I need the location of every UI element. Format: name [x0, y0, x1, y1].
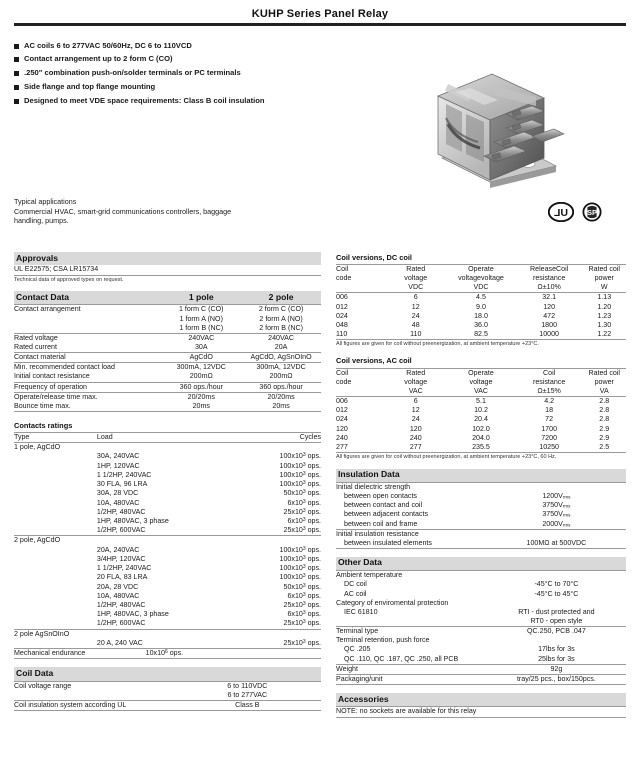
square-bullet-icon — [14, 99, 19, 104]
table-row — [336, 627, 626, 637]
accessories-table — [336, 706, 626, 717]
row-label: QC .110, QC .187, QC .250, all PCB — [336, 655, 487, 665]
cell-coil-code: 012 — [336, 406, 348, 415]
row-value: $3750V_{rms}$ — [542, 510, 571, 519]
rating-cycles: $6x10^3$ ops. — [287, 591, 321, 600]
coil-insulation-value: Class B — [174, 700, 321, 710]
insulation-resistance-label: Initial insulation resistance — [336, 529, 419, 538]
table-row — [14, 592, 321, 601]
contacts-ratings-table — [14, 432, 321, 659]
col-header-cycles: Cycles — [232, 433, 321, 443]
section-title-accessories: Accessories — [336, 693, 626, 706]
approvals-line: UL E22575; CSA LR15734 — [14, 265, 321, 275]
rating-cycles: $100x10^3$ ops. — [279, 461, 321, 470]
table-row — [336, 674, 626, 684]
table-row — [14, 546, 321, 555]
col-header-load: Load — [97, 433, 232, 443]
table-row — [14, 583, 321, 592]
ul-listed-icon — [548, 202, 574, 222]
col-header-coil-code: Coil — [336, 265, 385, 275]
table-row — [14, 526, 321, 536]
ratings-group-label: 2 pole, AgCdO — [14, 536, 61, 545]
cell-coil-code: 110 — [336, 330, 385, 340]
page-title: KUHP Series Panel Relay — [251, 8, 389, 20]
col-header-rated-power: Rated coil — [582, 368, 626, 378]
left-column — [14, 252, 321, 711]
cell-coil-code: 024 — [336, 311, 348, 320]
table-row — [14, 573, 321, 582]
table-row — [336, 539, 626, 549]
col-header-coil-resistance: ReleaseCoil — [516, 265, 583, 275]
row-label: IEC 61810 — [344, 607, 378, 616]
typical-applications — [14, 197, 314, 226]
row-label: between adjacent contacts — [344, 510, 428, 519]
rating-cycles: $6x10^3$ ops. — [287, 498, 321, 507]
table-row — [14, 382, 321, 392]
table-row — [336, 608, 626, 617]
row-label: Initial contact resistance — [14, 372, 161, 382]
dielectric-strength-label: Initial dielectric strength — [336, 482, 487, 492]
table-row — [336, 510, 626, 519]
table-row: 277 277 235.5 10250 2.5 — [336, 443, 626, 453]
rating-cycles: $25x10^3$ ops. — [232, 619, 321, 629]
row-value-2pole: 20ms — [241, 402, 321, 412]
ratings-group-label: 1 pole, AgCdO — [14, 443, 61, 452]
table-row — [14, 333, 321, 343]
rating-load: 1/2HP, 480VAC — [96, 600, 146, 609]
row-label: Bounce time max. — [14, 402, 161, 412]
ratings-group-label: 2 pole AgSnOInO — [14, 629, 70, 638]
row-value: 25lbs for 3s — [487, 655, 626, 665]
row-value-1pole: 30A — [161, 343, 241, 353]
table-row — [14, 275, 321, 283]
table-row — [336, 580, 626, 589]
row-value-1pole: 1 form A (NO) — [179, 314, 223, 323]
section-title-coil-versions-ac: Coil versions, AC coil — [336, 356, 412, 366]
table-row — [14, 324, 321, 334]
row-label: Contact arrangement — [14, 305, 161, 315]
feature-text: AC coils 6 to 277VAC 50/60Hz, DC 6 to 110VCD — [24, 40, 192, 50]
mechanical-endurance-label: Mechanical endurance — [14, 649, 97, 659]
rating-cycles: $100x10^3$ ops. — [279, 480, 321, 489]
rating-cycles: $100x10^3$ ops. — [279, 545, 321, 554]
rating-load: 30 FLA, 96 LRA — [96, 480, 148, 489]
row-value-1pole: 300mA, 12VDC — [176, 363, 226, 372]
coil-voltage-range-label: Coil voltage range — [14, 681, 174, 691]
cell-coil-code: 240 — [336, 433, 348, 442]
col-header-coil-code: Coil — [336, 368, 385, 378]
ambient-temperature-label: Ambient temperature — [336, 571, 487, 581]
row-value-2pole: 20/20ms — [267, 392, 295, 401]
row-label: between insulated elements — [336, 539, 487, 549]
rating-load: 20A, 240VAC — [96, 545, 140, 554]
row-label: Min. recommended contact load — [14, 363, 115, 372]
packaging-value: tray/25 pcs., box/150pcs. — [487, 674, 626, 684]
row-value-1pole: 360 ops./hour — [161, 382, 241, 392]
section-title-coil-versions-dc: Coil versions, DC coil — [336, 252, 412, 262]
rating-load: 10A, 480VAC — [96, 591, 140, 600]
row-value-2pole: 240VAC — [268, 333, 295, 342]
table-row — [14, 353, 321, 363]
table-row — [336, 571, 626, 581]
approvals-note: Technical data of approved types on request. — [14, 276, 124, 283]
table-row — [14, 452, 321, 461]
table-row: 012 12 9.0 120 1.20 — [336, 302, 612, 311]
col-header-operate-voltage: Operate — [446, 265, 516, 275]
table-row — [14, 639, 321, 649]
table-row — [14, 681, 321, 691]
row-label: DC coil — [344, 580, 367, 589]
table-header-row — [336, 368, 626, 378]
right-column — [336, 252, 626, 718]
packaging-label: Packaging/unit — [336, 674, 487, 684]
table-row — [336, 599, 626, 608]
row-label: Operate/release time max. — [14, 392, 98, 401]
row-value-1pole: 20/20ms — [187, 392, 215, 401]
table-row: 120 120 102.0 1700 2.9 — [336, 424, 610, 433]
cell-coil-code: 277 — [336, 443, 385, 453]
rating-load: 1/2HP, 600VAC — [97, 619, 232, 629]
row-value-2pole: 2 form A (NO) — [259, 314, 303, 323]
coil-versions-dc-table — [336, 264, 626, 340]
table-row — [14, 508, 321, 517]
rating-load: 1HP, 120VAC — [96, 461, 140, 470]
table-row — [14, 315, 321, 324]
row-label: between open contacts — [344, 492, 417, 501]
row-value-1pole: AgCdO — [161, 353, 241, 363]
table-row: 006 6 5.1 4.2 2.8 — [336, 397, 610, 406]
feature-text: Side flange and top flange mounting — [24, 82, 156, 92]
row-label: QC .205 — [344, 645, 371, 654]
rating-cycles: $100x10^3$ ops. — [279, 564, 321, 573]
svg-text:SP: SP — [586, 208, 598, 217]
list-item — [14, 42, 626, 50]
weight-label: Weight — [336, 664, 487, 674]
table-row — [14, 629, 321, 639]
table-row: 024 24 20.4 72 2.8 — [336, 415, 610, 424]
table-row — [14, 619, 321, 629]
title-rule — [14, 23, 626, 26]
rating-cycles: $25x10^3$ ops. — [232, 526, 321, 536]
table-row — [14, 443, 321, 453]
table-row: 006 6 4.5 32.1 1.13 — [336, 293, 612, 302]
rating-load: 20A, 28 VDC — [96, 582, 139, 591]
table-row — [14, 700, 321, 710]
square-bullet-icon — [14, 44, 19, 49]
row-value: -45°C to 45°C — [534, 589, 579, 598]
row-value: -45°C to 70°C — [534, 580, 579, 589]
table-row — [336, 636, 626, 645]
mechanical-endurance-value: $10x10^6$ ops. — [97, 649, 232, 659]
table-row — [336, 707, 626, 717]
rating-load: 20 FLA, 83 LRA — [96, 573, 148, 582]
other-data-table — [336, 570, 626, 685]
table-row — [14, 305, 321, 315]
coil-versions-ac-table — [336, 368, 626, 453]
table-header-row: VDC VDC Ω±10% W — [336, 283, 626, 293]
table-row — [14, 343, 321, 353]
coil-ac-note: All figures are given for coil without preenergization, at ambient temperature +23°C, 60 Hz. — [336, 454, 557, 461]
table-row — [336, 482, 626, 492]
section-title-insulation-data: Insulation Data — [336, 469, 626, 482]
rating-cycles: $25x10^3$ ops. — [283, 507, 321, 516]
cell-coil-code: 120 — [336, 424, 348, 433]
table-row — [336, 655, 626, 665]
coil-data-table — [14, 681, 321, 711]
table-row — [14, 471, 321, 480]
contact-data-col-2-pole: 2 pole — [241, 291, 321, 305]
row-value-1pole: 200mΩ — [161, 372, 241, 382]
table-row — [336, 492, 626, 501]
rating-cycles: $50x10^3$ ops. — [283, 489, 321, 498]
table-row — [336, 529, 626, 539]
row-value: RTI - dust protected and — [518, 607, 595, 616]
table-row — [14, 517, 321, 526]
row-value: 100MΩ at 500VDC — [487, 539, 626, 549]
row-value-2pole: 300mA, 12VDC — [256, 363, 306, 372]
table-row — [14, 564, 321, 573]
col-header-coil-resistance: Coil — [516, 368, 583, 378]
col-header-operate-voltage: Operate — [446, 368, 516, 378]
accessories-note: NOTE: no sockets are available for this relay — [336, 707, 626, 717]
rating-load: 1 1/2HP, 240VAC — [96, 564, 152, 573]
rating-cycles: $25x10^3$ ops. — [232, 639, 321, 649]
row-label: between contact and coil — [344, 501, 423, 510]
rating-load: 1 1/2HP, 240VAC — [96, 470, 152, 479]
table-row — [14, 363, 321, 373]
row-value: $2000V_{rms}$ — [487, 520, 626, 530]
row-value-1pole: 20ms — [161, 402, 241, 412]
rating-load: 20 A, 240 VAC — [97, 639, 232, 649]
env-protection-label: Category of enviromental protection — [336, 598, 449, 607]
table-row — [14, 392, 321, 402]
csa-certified-icon — [582, 202, 602, 222]
table-row — [14, 555, 321, 564]
row-label — [14, 315, 161, 324]
rating-load: 1/2HP, 600VAC — [97, 526, 232, 536]
terminal-type-value: QC.250, PCB .047 — [527, 627, 586, 636]
applications-line-1: Commercial HVAC, smart-grid communications controllers, baggage — [14, 206, 232, 216]
table-row — [14, 610, 321, 619]
row-value: RT0 - open style — [487, 617, 626, 627]
table-row — [14, 480, 321, 489]
applications-line-2: handling, pumps. — [14, 216, 69, 225]
row-label: Contact material — [14, 353, 161, 363]
feature-text: Designed to meet VDE space requirements: Class B coil insulation — [24, 95, 265, 105]
table-header-row: code voltage voltage resistance power — [336, 377, 614, 386]
table-row: 048 48 36.0 1800 1.30 — [336, 320, 612, 329]
rating-cycles: $50x10^3$ ops. — [283, 582, 321, 591]
weight-value: 92g — [487, 664, 626, 674]
svg-text:UL: UL — [554, 207, 568, 220]
square-bullet-icon — [14, 71, 19, 76]
table-row — [14, 265, 321, 275]
approvals-table — [14, 265, 321, 283]
contact-data-table — [14, 291, 321, 412]
feature-text: .250" combination push-on/solder terminals or PC terminals — [24, 68, 241, 78]
row-value-1pole: 1 form C (CO) — [161, 305, 241, 315]
row-label: AC coil — [344, 589, 367, 598]
cell-coil-code: 006 — [336, 293, 348, 302]
rating-cycles: $6x10^3$ ops. — [287, 516, 321, 526]
table-row: 024 24 18.0 472 1.23 — [336, 311, 612, 320]
rating-load: 1/2HP, 480VAC — [96, 507, 146, 516]
table-header-row — [336, 265, 626, 275]
col-header-rated-voltage: Rated — [385, 368, 446, 378]
table-row — [14, 462, 321, 471]
rating-cycles: $25x10^3$ ops. — [283, 600, 321, 610]
agency-marks — [548, 202, 618, 224]
coil-voltage-range-value-dc: 6 to 110VDC — [174, 681, 321, 691]
row-value-2pole: 360 ops./hour — [241, 382, 321, 392]
row-value-2pole: AgCdO, AgSnOInO — [241, 353, 321, 363]
rating-cycles: $100x10^3$ ops. — [279, 470, 321, 479]
table-row — [14, 372, 321, 382]
rating-load: 30A, 28 VDC — [96, 489, 139, 498]
row-label: Rated current — [14, 343, 161, 353]
row-value-1pole: 240VAC — [188, 333, 215, 342]
rating-cycles: $100x10^3$ ops. — [279, 573, 321, 582]
cell-coil-code: 024 — [336, 415, 348, 424]
table-row — [336, 664, 626, 674]
rating-load: 1HP, 480VAC, 3 phase — [96, 610, 169, 619]
table-row — [336, 590, 626, 599]
section-title-approvals: Approvals — [14, 252, 321, 265]
row-value-2pole: 2 form B (NC) — [241, 324, 321, 334]
section-title-contacts-ratings: Contacts ratings — [14, 420, 73, 430]
table-row — [336, 645, 626, 654]
row-label: Frequency of operation — [14, 382, 161, 392]
rating-load: 1HP, 480VAC, 3 phase — [96, 516, 169, 525]
table-row: 110 110 82.5 10000 1.22 — [336, 330, 626, 340]
table-row — [14, 691, 321, 701]
row-value: $3750V_{rms}$ — [542, 501, 571, 510]
table-header-row — [14, 433, 321, 443]
col-header-rated-power: Rated coil — [582, 265, 626, 275]
col-header-rated-voltage: Rated — [385, 265, 446, 275]
table-row — [14, 499, 321, 508]
table-header-row: VAC VAC Ω±15% VA — [336, 387, 626, 397]
cell-coil-code: 048 — [336, 320, 348, 329]
cell-coil-code: 012 — [336, 302, 348, 311]
feature-text: Contact arrangement up to 2 form C (CO) — [24, 54, 173, 64]
coil-voltage-range-value-ac: 6 to 277VAC — [174, 691, 321, 701]
terminal-retention-label: Terminal retention, push force — [336, 636, 430, 645]
coil-dc-note: All figures are given for coil without preenergization, at ambient temperature +23°C. — [336, 341, 539, 348]
insulation-data-table — [336, 482, 626, 549]
table-row — [336, 501, 626, 510]
square-bullet-icon — [14, 57, 19, 62]
row-value-2pole: 20A — [241, 343, 321, 353]
table-row — [14, 649, 321, 659]
table-row: 240 240 204.0 7200 2.9 — [336, 433, 610, 442]
table-header-row: code voltage voltagevoltage resistance power — [336, 274, 614, 283]
table-row — [14, 536, 321, 546]
terminal-type-label: Terminal type — [336, 627, 379, 636]
contact-data-col-1-pole: 1 pole — [161, 291, 241, 305]
table-header-row — [14, 291, 321, 305]
row-label — [14, 324, 161, 334]
section-title-coil-data: Coil Data — [14, 667, 321, 680]
rating-cycles: $100x10^3$ ops. — [279, 452, 321, 461]
table-row — [336, 617, 626, 627]
rating-load: 30A, 240VAC — [96, 452, 140, 461]
rating-cycles: $6x10^3$ ops. — [287, 610, 321, 619]
table-row — [14, 601, 321, 610]
relay-product-image — [432, 62, 628, 192]
rating-cycles: $100x10^3$ ops. — [279, 554, 321, 563]
table-row — [14, 489, 321, 498]
section-title-contact-data: Contact Data — [14, 291, 161, 305]
rating-load: 3/4HP, 120VAC — [96, 554, 146, 563]
applications-label: Typical applications — [14, 197, 77, 206]
cell-coil-code: 006 — [336, 397, 348, 406]
row-label: Rated voltage — [14, 333, 58, 342]
rating-load: 10A, 480VAC — [96, 498, 140, 507]
section-title-other-data: Other Data — [336, 557, 626, 570]
row-value-2pole: 200mΩ — [241, 372, 321, 382]
row-value-2pole: 2 form C (CO) — [241, 305, 321, 315]
row-value: $1200V_{rms}$ — [542, 492, 571, 501]
row-label: between coil and frame — [336, 520, 487, 530]
col-header-type: Type — [14, 433, 97, 443]
row-value: 17lbs for 3s — [538, 645, 575, 654]
square-bullet-icon — [14, 85, 19, 90]
row-value-1pole: 1 form B (NC) — [161, 324, 241, 334]
table-row — [14, 402, 321, 412]
table-row — [336, 520, 626, 530]
coil-insulation-label: Coil insulation system according UL — [14, 700, 174, 710]
table-row: 012 12 10.2 18 2.8 — [336, 406, 610, 415]
